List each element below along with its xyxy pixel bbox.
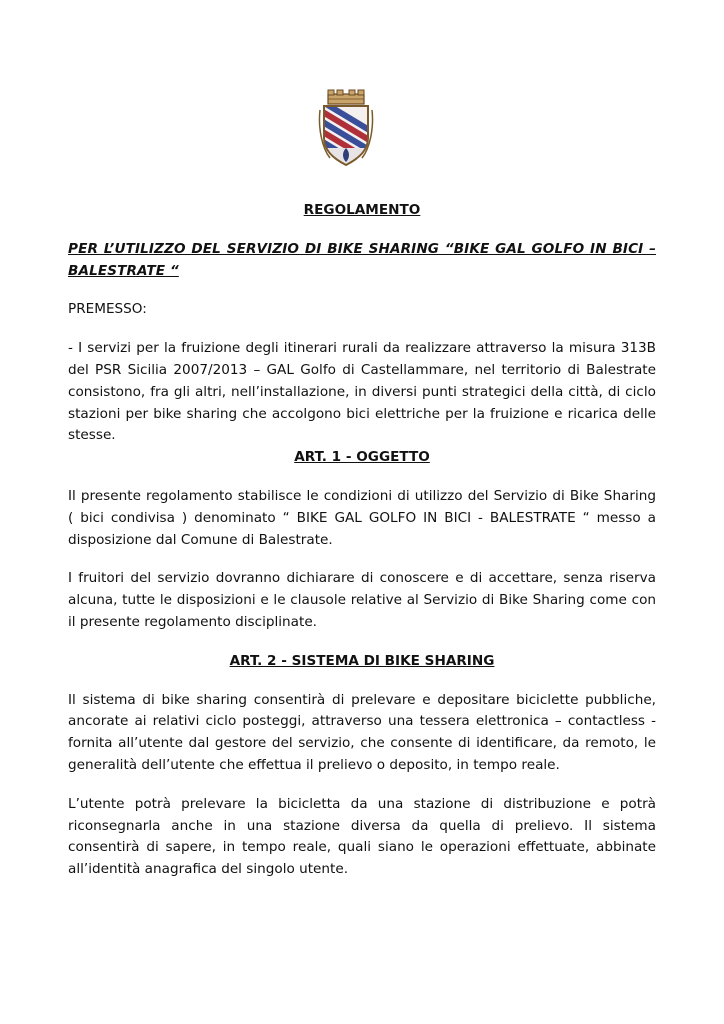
crest-crown: [328, 90, 364, 104]
document-title: REGOLAMENTO: [303, 202, 421, 218]
art2-paragraph-2: L’utente potrà prelevare la bicicletta da una stazione di distribuzione e potrà riconsegnarla anche in una stazione diversa da quella di prelievo. Il sistema consentirà di sapere, in tempo reale, quali siano le operazioni effettuate, abbinate all’identità anagrafica del singolo utente.: [68, 795, 656, 878]
municipal-crest-icon: [316, 88, 376, 168]
document-body: [68, 200, 656, 881]
art1-paragraph-1: Il presente regolamento stabilisce le condizioni di utilizzo del Servizio di Bike Sharing ( bici condivisa ) denominato “ BIKE GAL GOLFO IN BICI - BALESTRATE “ messo a disposizione dal Comune di Balestrate.: [68, 487, 656, 548]
art2-heading: ART. 2 - SISTEMA DI BIKE SHARING: [229, 652, 495, 669]
art1-heading: ART. 1 - OGGETTO: [294, 449, 430, 466]
premesso-label: PREMESSO:: [68, 301, 147, 318]
art1-paragraph-2: I fruitori del servizio dovranno dichiarare di conoscere e di accettare, senza riserva alcuna, tutte le disposizioni e le clausole relative al Servizio di Bike Sharing come con il presente regolamento disciplinate.: [68, 570, 656, 630]
document-subtitle: PER L’UTILIZZO DEL SERVIZIO DI BIKE SHARING “BIKE GAL GOLFO IN BICI – BALESTRATE “: [68, 240, 656, 279]
art2-paragraph-1: Il sistema di bike sharing consentirà di prelevare e depositare biciclette pubbliche, ancorate ai relativi ciclo posteggi, attraverso una tessera elettronica – contactless - fornita all’utente dal gestore del servizio, che consente di identificare, da remoto, le generalità dell’utente che effettua il prelievo o deposito, in tempo reale.: [68, 691, 656, 773]
premesso-paragraph: - I servizi per la fruizione degli itinerari rurali da realizzare attraverso la misura 313B del PSR Sicilia 2007/2013 – GAL Golfo di Castellammare, nel territorio di Balestrate consistono, fra gli altri, nell’installazione, in diversi punti strategici della città, di ciclo stazioni per bike sharing che accolgono bici elettriche per la fruizione e ricarica delle stesse.: [68, 340, 656, 444]
